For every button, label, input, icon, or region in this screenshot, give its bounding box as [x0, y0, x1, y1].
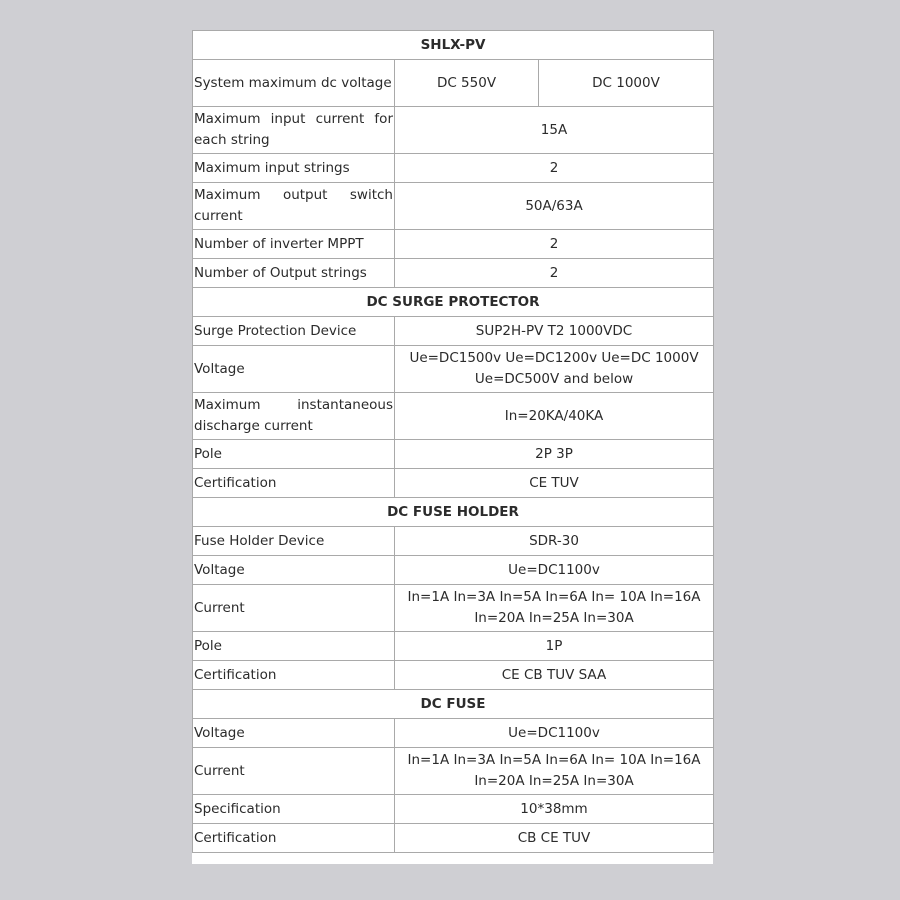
row-value: 1P [395, 632, 714, 661]
table-row [193, 527, 714, 556]
row-label: Maximum instantaneous discharge current [193, 393, 395, 440]
row-value: Ue=DC1500v Ue=DC1200v Ue=DC 1000V Ue=DC500V and below [395, 346, 714, 393]
row-label: Certification [193, 661, 395, 690]
row-label: Number of inverter MPPT [193, 230, 395, 259]
table-row [193, 154, 714, 183]
section-header-row [193, 498, 714, 527]
row-label: Surge Protection Device [193, 317, 395, 346]
table-row [193, 60, 714, 107]
row-value: In=20KA/40KA [395, 393, 714, 440]
row-label: Number of Output strings [193, 259, 395, 288]
section-title-surge-protector: DC SURGE PROTECTOR [193, 288, 714, 317]
table-row [193, 585, 714, 632]
row-label: Maximum input current for each string [193, 107, 395, 154]
row-label: Certification [193, 824, 395, 853]
row-label: Pole [193, 632, 395, 661]
spec-sheet [192, 30, 713, 864]
section-title-fuse-holder: DC FUSE HOLDER [193, 498, 714, 527]
row-value: CB CE TUV [395, 824, 714, 853]
table-row [193, 556, 714, 585]
row-value: Ue=DC1100v [395, 556, 714, 585]
row-value: 2P 3P [395, 440, 714, 469]
section-title-fuse: DC FUSE [193, 690, 714, 719]
table-row [193, 719, 714, 748]
table-row [193, 183, 714, 230]
row-value: In=1A In=3A In=5A In=6A In= 10A In=16A In=20A In=25A In=30A [395, 585, 714, 632]
row-value: 15A [395, 107, 714, 154]
row-label: Fuse Holder Device [193, 527, 395, 556]
section-header-row [193, 690, 714, 719]
row-label: Voltage [193, 719, 395, 748]
table-row [193, 661, 714, 690]
table-row [193, 748, 714, 795]
row-value: Ue=DC1100v [395, 719, 714, 748]
table-row [193, 107, 714, 154]
spec-table [192, 30, 714, 853]
row-label: Voltage [193, 556, 395, 585]
row-label: Current [193, 748, 395, 795]
row-value: SUP2H-PV T2 1000VDC [395, 317, 714, 346]
row-label: Voltage [193, 346, 395, 393]
row-value: CE CB TUV SAA [395, 661, 714, 690]
row-value: 2 [395, 230, 714, 259]
row-value: SDR-30 [395, 527, 714, 556]
row-value: 10*38mm [395, 795, 714, 824]
table-row [193, 469, 714, 498]
row-value: CE TUV [395, 469, 714, 498]
row-label: Current [193, 585, 395, 632]
table-row [193, 632, 714, 661]
table-row [193, 230, 714, 259]
table-row [193, 795, 714, 824]
table-row [193, 259, 714, 288]
table-row [193, 824, 714, 853]
row-label: System maximum dc voltage [193, 60, 395, 107]
row-value: 50A/63A [395, 183, 714, 230]
section-header-row [193, 31, 714, 60]
row-label: Maximum output switch current [193, 183, 395, 230]
row-value: 2 [395, 259, 714, 288]
row-value: DC 1000V [539, 60, 714, 107]
table-row [193, 393, 714, 440]
row-value: 2 [395, 154, 714, 183]
section-title-shlx-pv: SHLX-PV [193, 31, 714, 60]
section-header-row [193, 288, 714, 317]
row-value: In=1A In=3A In=5A In=6A In= 10A In=16A In=20A In=25A In=30A [395, 748, 714, 795]
row-label: Maximum input strings [193, 154, 395, 183]
row-label: Certification [193, 469, 395, 498]
row-label: Pole [193, 440, 395, 469]
row-label: Specification [193, 795, 395, 824]
table-row [193, 346, 714, 393]
row-value: DC 550V [395, 60, 539, 107]
table-row [193, 440, 714, 469]
table-row [193, 317, 714, 346]
